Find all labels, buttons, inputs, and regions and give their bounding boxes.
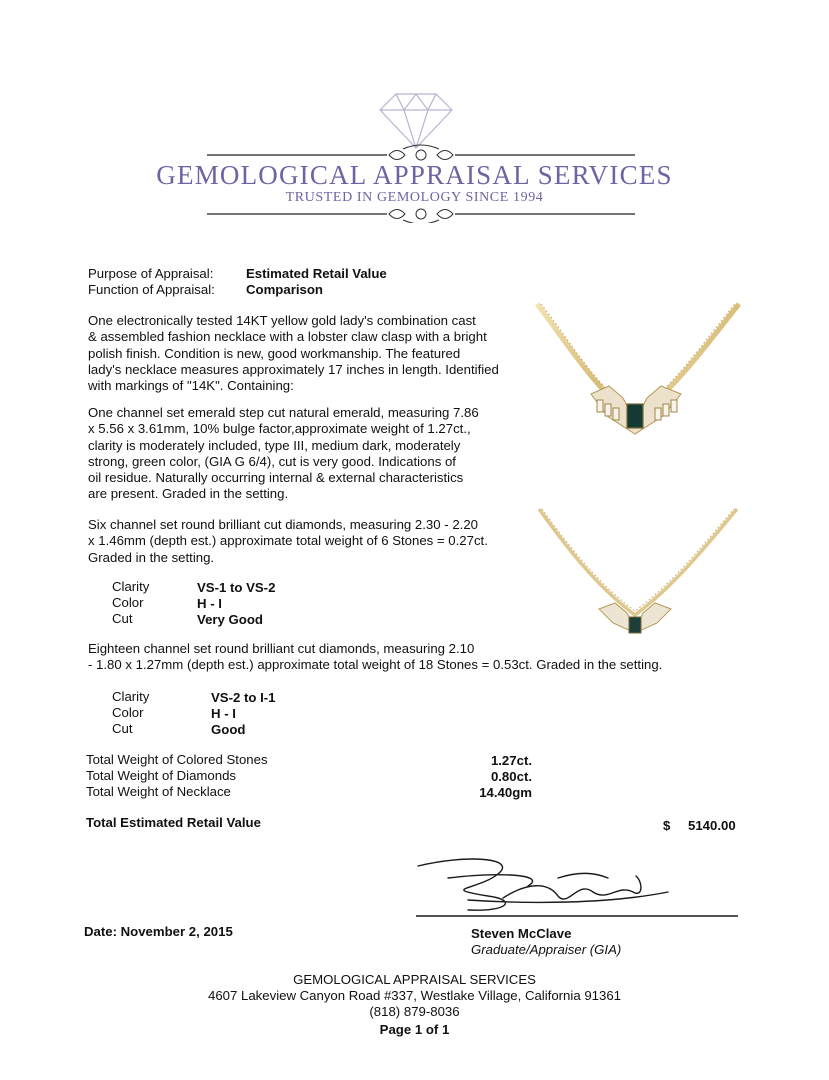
- appraisal-date: Date: November 2, 2015: [84, 924, 233, 939]
- eighteen-diamonds-description: [88, 641, 662, 674]
- purpose-label: Purpose of Appraisal:: [88, 266, 214, 281]
- grade-value: Good: [211, 722, 246, 737]
- total-label: Total Weight of Necklace: [86, 784, 231, 799]
- total-value: 0.80ct.: [490, 769, 532, 784]
- necklace-closeup-photo: [535, 300, 741, 450]
- total-value: 1.27ct.: [490, 753, 532, 768]
- footer-phone: (818) 879-8036: [369, 1004, 460, 1019]
- currency-symbol: $: [663, 818, 671, 833]
- eighteen-diamonds-line: - 1.80 x 1.27mm (depth est.) approximate total weight of 18 Stones = 0.53ct. Graded in the setting.: [88, 657, 663, 673]
- grade-label: Cut: [112, 611, 133, 626]
- grade-value: H - I: [197, 596, 222, 611]
- grade-value: Very Good: [197, 612, 263, 627]
- total-retail-label: Total Estimated Retail Value: [86, 815, 261, 830]
- description-line: polish finish. Condition is new, good workmanship. The featured: [88, 345, 461, 361]
- grade-label: Color: [112, 705, 144, 720]
- emerald-line: x 5.56 x 3.61mm, 10% bulge factor,approximate weight of 1.27ct.,: [88, 421, 471, 437]
- emerald-line: clarity is moderately included, type III, medium dark, moderately: [88, 437, 461, 453]
- company-logo-title: GEMOLOGICAL APPRAISAL SERVICES: [156, 160, 673, 190]
- diamond-logo-icon: [378, 92, 454, 150]
- footer-address: 4607 Lakeview Canyon Road #337, Westlake Village, California 91361: [208, 988, 621, 1003]
- item-description: [88, 313, 499, 394]
- description-line: with markings of "14K". Containing:: [88, 378, 294, 394]
- purpose-value: Estimated Retail Value: [246, 266, 387, 281]
- description-line: lady's necklace measures approximately 17 inches in length. Identified: [88, 361, 499, 377]
- grade-value: VS-1 to VS-2: [197, 580, 276, 595]
- footer-page-number: Page 1 of 1: [379, 1022, 450, 1037]
- function-label: Function of Appraisal:: [88, 282, 215, 297]
- grade-label: Color: [112, 595, 144, 610]
- company-logo-tagline: TRUSTED IN GEMOLOGY SINCE 1994: [285, 190, 544, 205]
- description-line: & assembled fashion necklace with a lobster claw clasp with a bright: [88, 329, 487, 345]
- total-value: 14.40gm: [479, 785, 532, 800]
- total-label: Total Weight of Colored Stones: [86, 752, 268, 767]
- grade-label: Clarity: [112, 689, 150, 704]
- grade-value: VS-2 to I-1: [211, 690, 276, 705]
- emerald-line: are present. Graded in the setting.: [88, 486, 289, 502]
- emerald-line: One channel set emerald step cut natural emerald, measuring 7.86: [88, 405, 479, 420]
- footer-company: GEMOLOGICAL APPRAISAL SERVICES: [293, 972, 536, 987]
- total-retail-amount: 5140.00: [688, 818, 736, 833]
- description-line: One electronically tested 14KT yellow gold lady's combination cast: [88, 313, 476, 328]
- emerald-line: oil residue. Naturally occurring internal & external characteristics: [88, 470, 464, 486]
- necklace-full-photo: [535, 505, 741, 645]
- grade-label: Clarity: [112, 579, 150, 594]
- appraiser-name: Steven McClave: [471, 926, 572, 941]
- six-diamonds-line: x 1.46mm (depth est.) approximate total weight of 6 Stones = 0.27ct.: [88, 533, 488, 549]
- six-diamonds-description: [88, 517, 488, 566]
- total-label: Total Weight of Diamonds: [86, 768, 237, 783]
- grade-label: Cut: [112, 721, 133, 736]
- appraiser-signature: [408, 852, 740, 922]
- emerald-description: [88, 405, 479, 503]
- appraiser-title: Graduate/Appraiser (GIA): [471, 942, 622, 957]
- function-value: Comparison: [246, 282, 323, 297]
- six-diamonds-line: Six channel set round brilliant cut diamonds, measuring 2.30 - 2.20: [88, 517, 478, 532]
- eighteen-diamonds-line: Eighteen channel set round brilliant cut diamonds, measuring 2.10: [88, 641, 475, 656]
- emerald-line: strong, green color, (GIA G 6/4), cut is very good. Indications of: [88, 453, 456, 469]
- grade-value: H - I: [211, 706, 236, 721]
- six-diamonds-line: Graded in the setting.: [88, 549, 215, 565]
